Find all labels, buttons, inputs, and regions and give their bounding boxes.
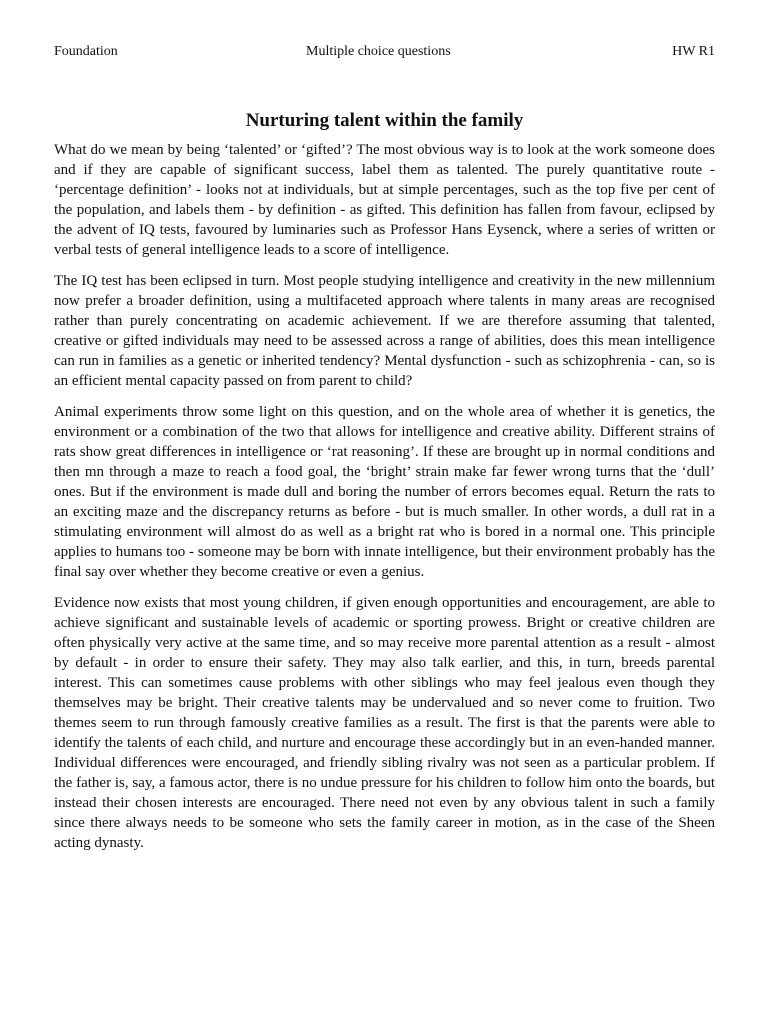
page-header [54, 44, 715, 66]
paragraph-3: Animal experiments throw some light on this question, and on the whole area of whether it is genetics, the environment or a combination of the two that allows for intelligence and creative ability. Different strains of rats show great differences in intelligence or ‘rat reasoning’. If these are brought up in normal conditions and then mn through a maze to reach a food goal, the ‘bright’ strain make far fewer wrong turns that the ‘dull’ ones. But if the environment is made dull and boring the number of errors becomes equal. Return the rats to an exciting maze and the discrepancy returns as before - but is much smaller. In other words, a dull rat in a stimulating environment will almost do as well as a bright rat who is bored in a normal one. This principle applies to humans too - someone may be born with innate intelligence, but their environment probably has the final say over whether they become creative or even a genius. [54, 404, 715, 580]
article-title: Nurturing talent within the family [245, 110, 524, 131]
document-page [54, 44, 715, 853]
header-course-label: Foundation [54, 44, 118, 59]
paragraph-4: Evidence now exists that most young children, if given enough opportunities and encouragement, are able to achieve significant and sustainable levels of academic or sporting prowess. Bright or creative children are often physically very active at the same time, and so may receive more parental attention as a result - almost by default - in order to ensure their safety. They may also talk earlier, and this, in turn, breeds parental interest. This can sometimes cause problems with other siblings who may feel jealous even though they themselves may be bright. Their creative talents may be undervalued and so never come to fruition. Two themes seem to run through famously creative families as a result. The first is that the parents were able to identify the talents of each child, and nurture and encourage these accordingly but in an even-handed manner. Individual differences were encouraged, and friendly sibling rivalry was not seen as a particular problem. If the father is, say, a famous actor, there is no undue pressure for his children to follow him onto the boards, but instead their chosen interests are encouraged. There need not even by any obvious talent in such a family since there always needs to be someone who sets the family career in motion, as in the case of the Sheen acting dynasty. [54, 595, 715, 851]
header-reference-label: HW R1 [672, 44, 715, 59]
paragraph-1: What do we mean by being ‘talented’ or ‘gifted’? The most obvious way is to look at the work someone does and if they are capable of significant success, label them as talented. The purely quantitative route - ‘percentage definition’ - looks not at individuals, but at simple percentages, such as the top five per cent of the population, and labels them - by definition - as gifted. This definition has fallen from favour, eclipsed by the advent of IQ tests, favoured by luminaries such as Professor Hans Eysenck, where a series of written or verbal tests of general intelligence leads to a score of intelligence. [54, 142, 715, 258]
header-section-label: Multiple choice questions [306, 44, 451, 59]
paragraph-2: The IQ test has been eclipsed in turn. Most people studying intelligence and creativity in the new millennium now prefer a broader definition, using a multifaceted approach where talents in many areas are recognised rather than purely concentrating on academic achievement. If we are therefore assuming that talented, creative or gifted individuals may need to be assessed across a range of abilities, does this mean intelligence can run in families as a genetic or inherited tendency? Mental dysfunction - such as schizophrenia - can, so is an efficient mental capacity passed on from parent to child? [54, 273, 715, 389]
